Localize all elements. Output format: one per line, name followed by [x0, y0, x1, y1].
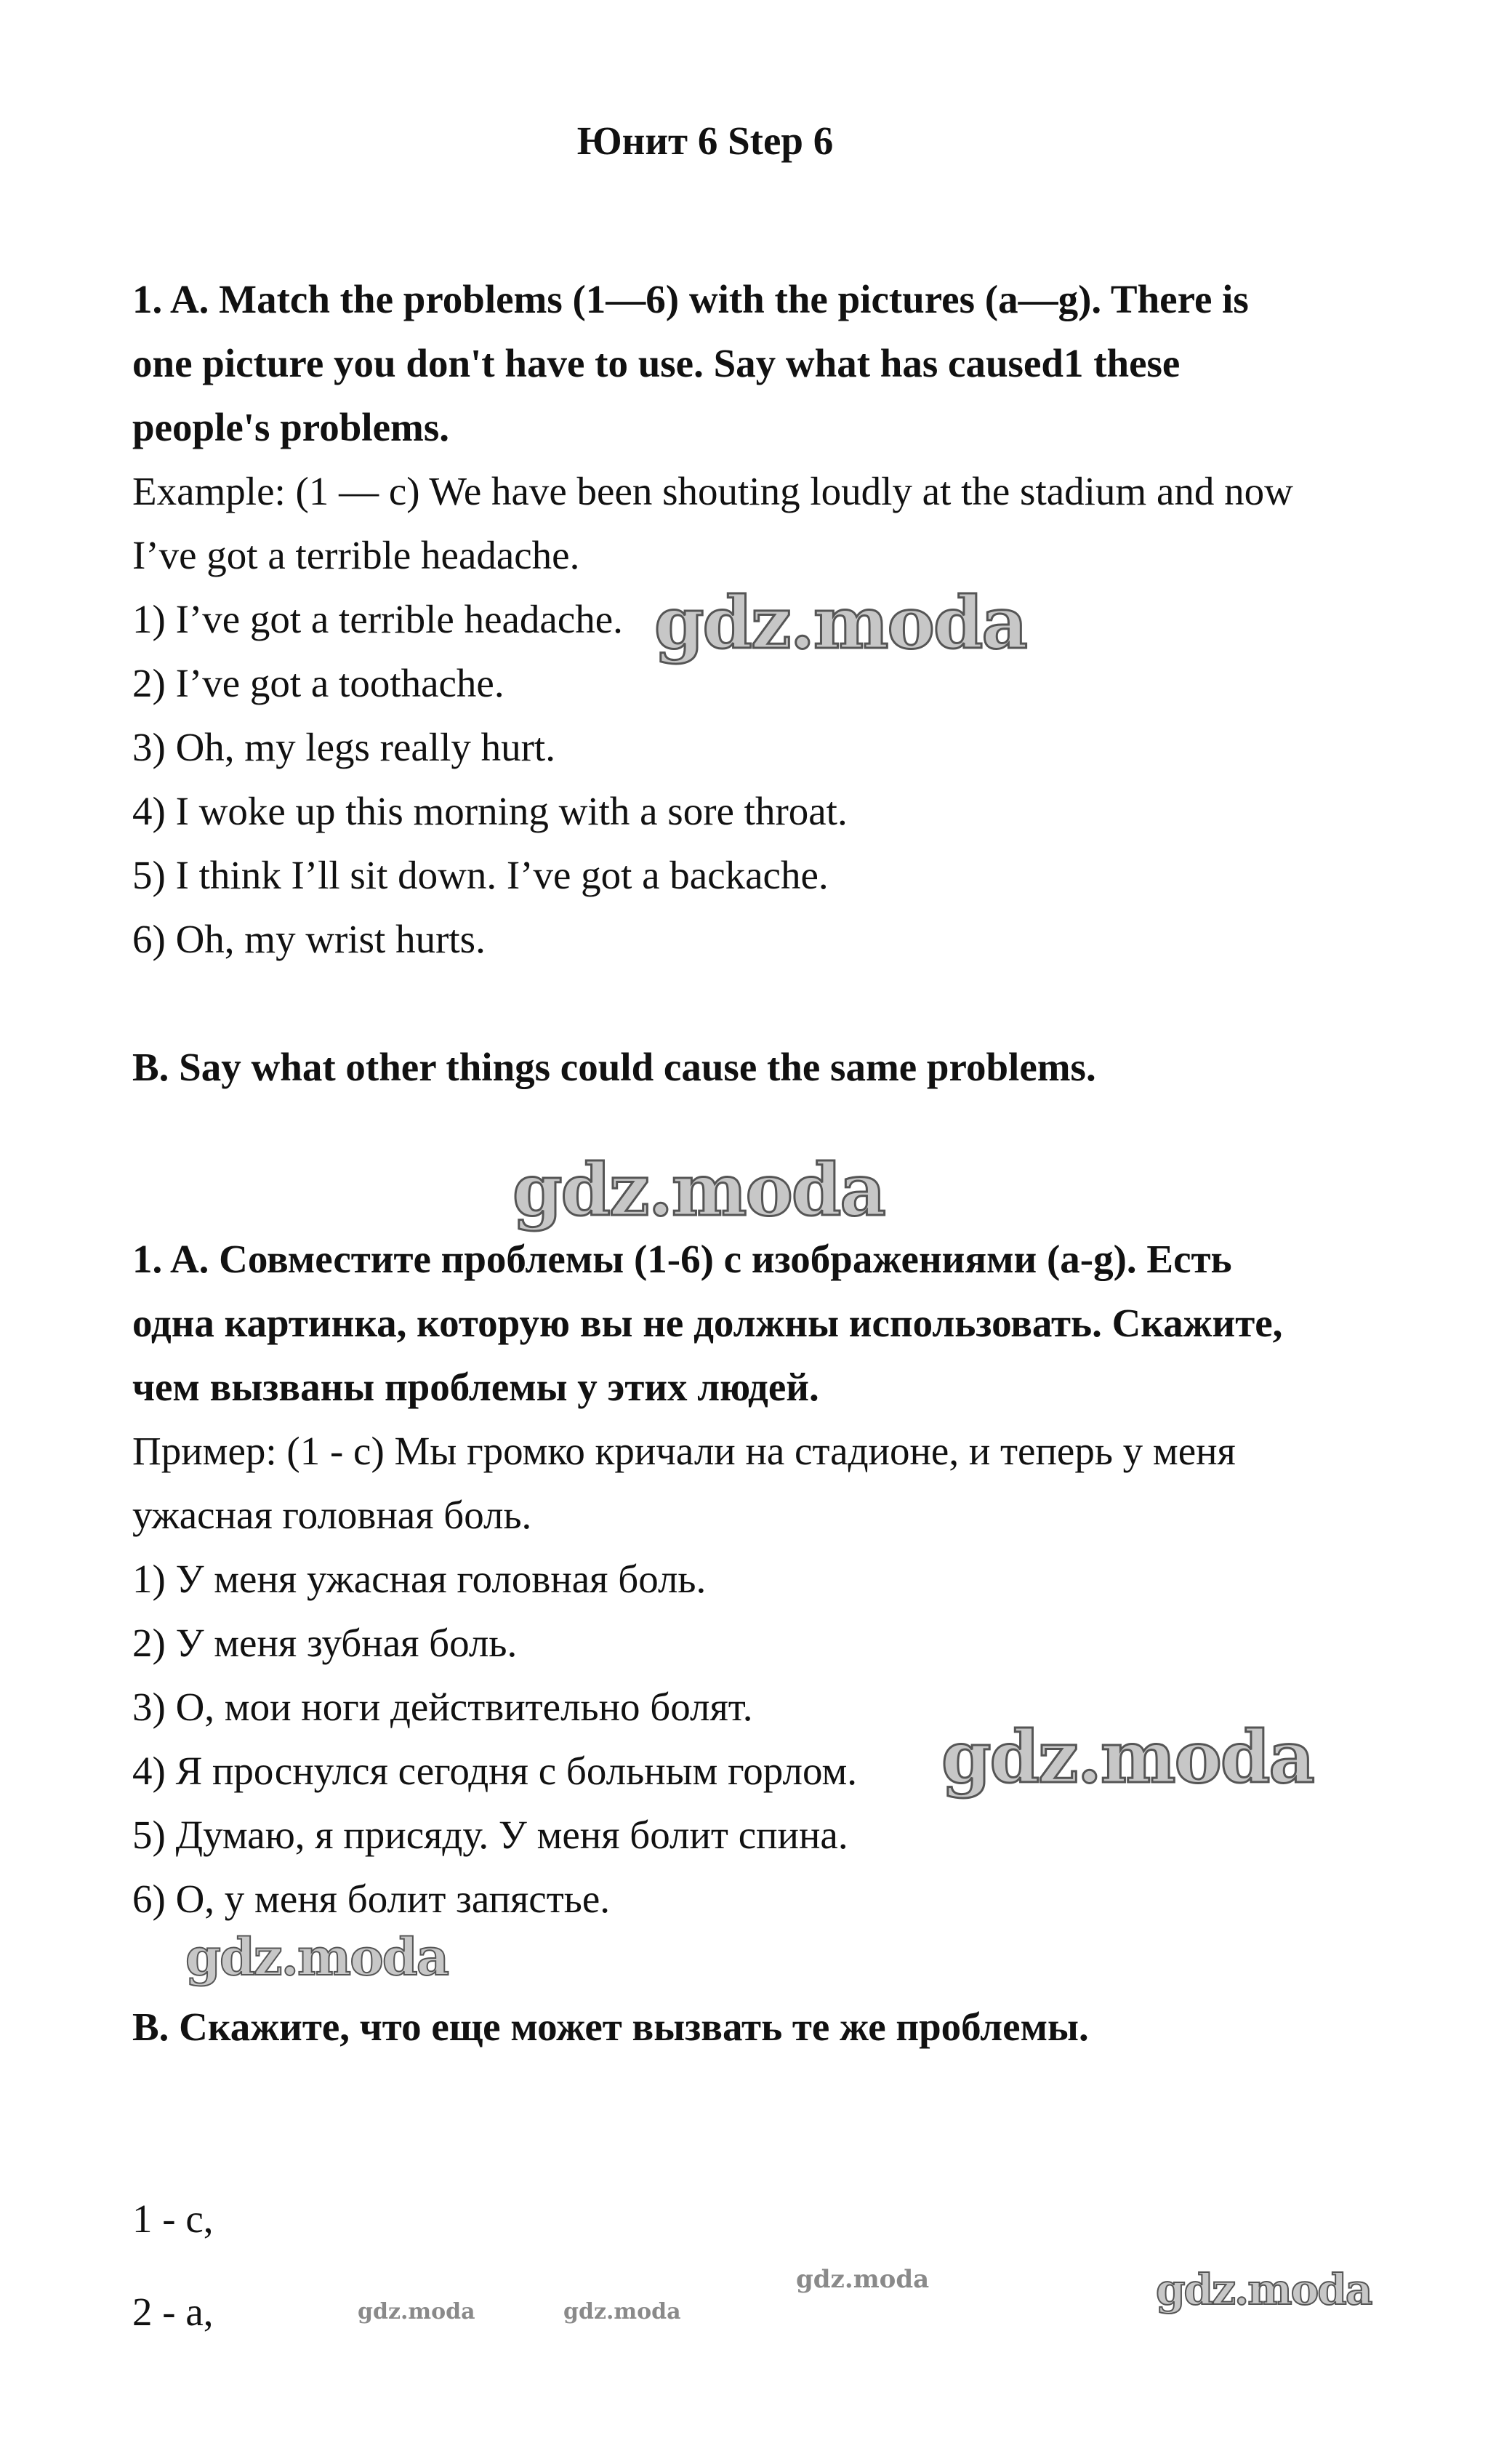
task-a-heading-ru-line-3: чем вызваны проблемы у этих людей.: [132, 1365, 819, 1409]
example-ru-line-2: ужасная головная боль.: [132, 1493, 532, 1537]
list-item: 1) У меня ужасная головная боль.: [132, 1557, 707, 1601]
list-item: 2) I’ve got a toothache.: [132, 661, 504, 705]
watermark: gdz.moda: [185, 1927, 449, 1987]
list-item: 4) I woke up this morning with a sore throat.: [132, 789, 848, 833]
watermark: gdz.moda: [512, 1149, 885, 1232]
list-item: 1) I’ve got a terrible headache.: [132, 597, 623, 641]
list-item: 4) Я проснулся сегодня с больным горлом.: [132, 1749, 858, 1793]
watermark: gdz.moda: [796, 2265, 930, 2294]
list-item: 3) Oh, my legs really hurt.: [132, 725, 555, 769]
list-item: 3) О, мои ноги действительно болят.: [132, 1685, 753, 1729]
task-a-heading-ru-line-1: 1. A. Совместите проблемы (1-6) с изображениями (a-g). Есть: [132, 1237, 1232, 1281]
task-a-heading-line-1: 1. A. Match the problems (1—6) with the pictures (a—g). There is: [132, 277, 1249, 321]
list-item: 6) О, у меня болит запястье.: [132, 1877, 610, 1921]
task-a-heading-line-2: one picture you don't have to use. Say what has caused1 these: [132, 341, 1181, 385]
example-ru-line-1: Пример: (1 - с) Мы громко кричали на стадионе, и теперь у меня: [132, 1429, 1236, 1473]
list-item: 2) У меня зубная боль.: [132, 1621, 518, 1665]
list-item: 6) Oh, my wrist hurts.: [132, 917, 486, 961]
task-b-heading: B. Say what other things could cause the same problems.: [132, 1045, 1096, 1089]
list-item: 5) Думаю, я присяду. У меня болит спина.: [132, 1813, 848, 1857]
page-title: Юнит 6 Step 6: [576, 119, 834, 163]
watermark: gdz.moda: [358, 2299, 475, 2324]
answer-line: 2 - a,: [132, 2290, 214, 2334]
watermark: gdz.moda: [654, 582, 1026, 665]
task-a-heading-line-3: people's problems.: [132, 405, 449, 449]
example-line-1: Example: (1 — c) We have been shouting loudly at the stadium and now: [132, 469, 1293, 513]
watermark: gdz.moda: [1156, 2265, 1372, 2314]
watermark: gdz.moda: [563, 2299, 681, 2324]
task-a-heading-ru-line-2: одна картинка, которую вы не должны использовать. Скажите,: [132, 1301, 1283, 1345]
answer-line: 1 - c,: [132, 2197, 214, 2241]
example-line-2: I’ve got a terrible headache.: [132, 533, 580, 577]
task-b-heading-ru: B. Скажите, что еще может вызвать те же проблемы.: [132, 2005, 1089, 2049]
watermark: gdz.moda: [941, 1716, 1314, 1800]
list-item: 5) I think I’ll sit down. I’ve got a backache.: [132, 853, 829, 897]
